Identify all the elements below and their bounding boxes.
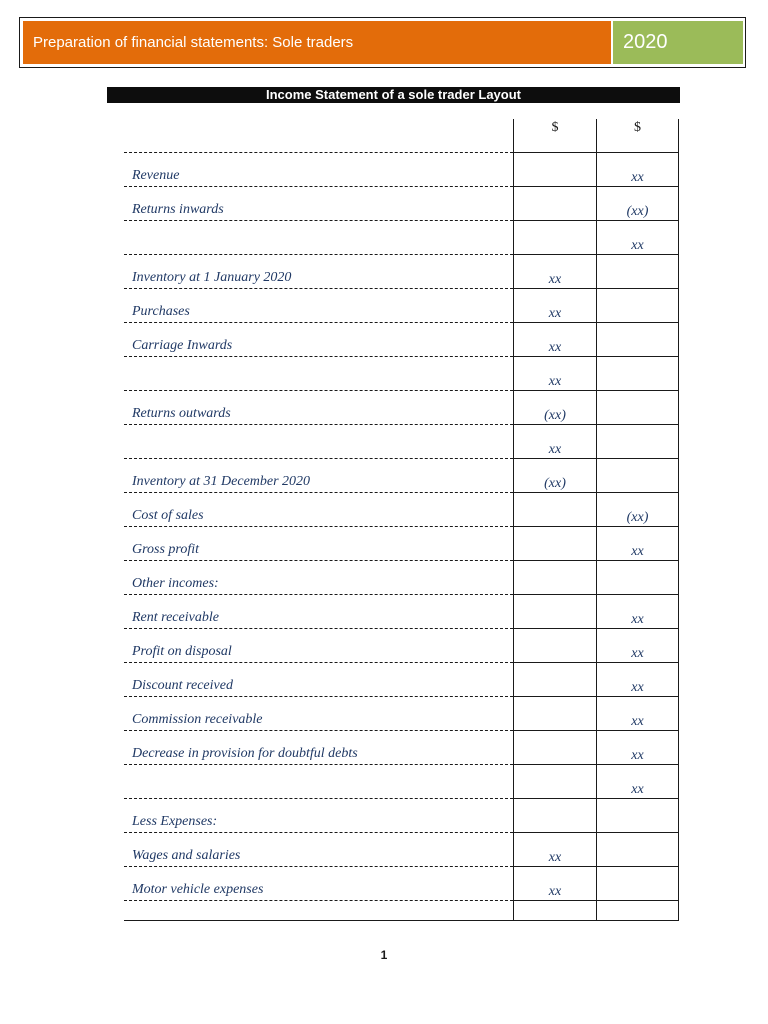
row-label-cell	[124, 867, 513, 901]
table-row	[124, 561, 679, 595]
table-row	[124, 221, 679, 255]
row-col2-cell	[597, 187, 678, 221]
row-col1-cell	[514, 391, 596, 425]
row-col1-cell	[514, 289, 596, 323]
row-label-cell	[124, 799, 513, 833]
row-col1-cell	[514, 153, 596, 187]
row-col2-value: xx	[631, 238, 644, 253]
row-label: Motor vehicle expenses	[132, 882, 264, 897]
row-col1-cell	[514, 561, 596, 595]
document-header	[19, 17, 746, 68]
row-col1-value: (xx)	[544, 476, 566, 491]
row-col2-cell	[597, 833, 678, 867]
header-col2-label: $	[634, 120, 641, 135]
row-label-cell	[124, 357, 513, 391]
table-row	[124, 425, 679, 459]
row-label-cell	[124, 289, 513, 323]
row-col1-cell	[514, 697, 596, 731]
row-label: Returns outwards	[132, 406, 231, 421]
row-col2-cell	[597, 221, 678, 255]
table-row	[124, 187, 679, 221]
table-row	[124, 595, 679, 629]
row-col2-cell	[597, 493, 678, 527]
row-label: Commission receivable	[132, 712, 263, 727]
row-col1-cell	[514, 629, 596, 663]
table-row	[124, 867, 679, 901]
row-col2-cell	[597, 663, 678, 697]
row-col1-cell	[514, 425, 596, 459]
row-label-cell	[124, 221, 513, 255]
table-row	[124, 391, 679, 425]
row-label-cell	[124, 561, 513, 595]
row-label: Revenue	[132, 168, 180, 183]
header-label-cell	[124, 119, 513, 153]
header-col1	[514, 119, 596, 153]
row-col2-cell	[597, 391, 678, 425]
table-row	[124, 153, 679, 187]
row-label: Cost of sales	[132, 508, 204, 523]
row-col1-value: xx	[548, 884, 562, 899]
row-label-cell	[124, 153, 513, 187]
row-col1-cell	[514, 799, 596, 833]
row-label: Rent receivable	[132, 610, 219, 625]
header-title: Preparation of financial statements: Sole traders	[23, 21, 611, 64]
row-label-cell	[124, 187, 513, 221]
table-row	[124, 697, 679, 731]
row-col1-cell	[514, 765, 596, 799]
row-label: Less Expenses:	[132, 814, 218, 829]
row-col1-cell	[514, 493, 596, 527]
row-col1-cell	[514, 527, 596, 561]
table-row	[124, 765, 679, 799]
row-col2-cell	[597, 527, 678, 561]
table-row	[124, 527, 679, 561]
row-col1-cell	[514, 459, 596, 493]
row-col2-value: xx	[631, 544, 644, 559]
row-label-cell	[124, 459, 513, 493]
row-label-cell	[124, 833, 513, 867]
row-col2-cell	[597, 867, 678, 901]
table-header-row	[124, 119, 679, 153]
row-col2-value: xx	[631, 612, 644, 627]
row-label-cell	[124, 731, 513, 765]
row-label: Purchases	[132, 304, 190, 319]
row-col1-cell	[514, 833, 596, 867]
row-col1-value: xx	[548, 340, 562, 355]
row-label-cell	[124, 425, 513, 459]
row-col2-cell	[597, 697, 678, 731]
row-col2-value: xx	[631, 646, 644, 661]
row-col2-cell	[597, 255, 678, 289]
row-col1-cell	[514, 255, 596, 289]
row-col2-value: xx	[631, 782, 644, 797]
table-row	[124, 255, 679, 289]
row-label: Profit on disposal	[132, 644, 232, 659]
row-label: Inventory at 31 December 2020	[132, 474, 311, 489]
row-col1-value: xx	[548, 442, 562, 457]
table-row	[124, 459, 679, 493]
row-col1-value: (xx)	[544, 408, 566, 423]
row-col2-cell	[597, 357, 678, 391]
row-col1-cell	[514, 867, 596, 901]
table-row	[124, 323, 679, 357]
table-row	[124, 289, 679, 323]
row-col2-cell	[597, 629, 678, 663]
row-label: Inventory at 1 January 2020	[132, 270, 292, 285]
header-col2	[597, 119, 678, 153]
table-bottom-border	[124, 920, 679, 921]
table-row	[124, 799, 679, 833]
row-label: Returns inwards	[132, 202, 224, 217]
row-col1-value: xx	[548, 272, 562, 287]
row-col1-cell	[514, 323, 596, 357]
row-col2-cell	[597, 323, 678, 357]
statement-banner: Income Statement of a sole trader Layout	[107, 87, 680, 103]
row-label: Discount received	[132, 678, 233, 693]
row-col2-value: xx	[631, 748, 644, 763]
row-col1-value: xx	[548, 850, 562, 865]
table-row	[124, 629, 679, 663]
row-label: Wages and salaries	[132, 848, 241, 863]
row-col1-cell	[514, 731, 596, 765]
row-label-cell	[124, 595, 513, 629]
row-label: Gross profit	[132, 542, 200, 557]
table-row	[124, 731, 679, 765]
row-label-cell	[124, 629, 513, 663]
row-col2-cell	[597, 425, 678, 459]
row-col2-value: xx	[631, 714, 644, 729]
row-col1-value: xx	[548, 306, 562, 321]
row-col1-cell	[514, 595, 596, 629]
row-label-cell	[124, 527, 513, 561]
row-col1-value: xx	[548, 374, 562, 389]
page-number: 1	[380, 948, 388, 962]
table-row	[124, 357, 679, 391]
row-label-cell	[124, 765, 513, 799]
table-row	[124, 833, 679, 867]
row-col2-value: xx	[631, 170, 644, 185]
row-col2-value: xx	[631, 680, 644, 695]
row-label-cell	[124, 255, 513, 289]
row-label-cell	[124, 663, 513, 697]
row-col2-cell	[597, 289, 678, 323]
row-label: Decrease in provision for doubtful debts	[132, 746, 358, 761]
row-label: Carriage Inwards	[132, 338, 233, 353]
row-label-cell	[124, 697, 513, 731]
header-year: 2020	[613, 21, 743, 64]
row-col1-cell	[514, 187, 596, 221]
row-label: Other incomes:	[132, 576, 219, 591]
row-col1-cell	[514, 221, 596, 255]
row-label-cell	[124, 391, 513, 425]
row-col2-cell	[597, 595, 678, 629]
table-row	[124, 663, 679, 697]
row-col2-cell	[597, 799, 678, 833]
header-col1-label: $	[551, 120, 559, 135]
table-row	[124, 493, 679, 527]
row-col2-cell	[597, 153, 678, 187]
row-label-cell	[124, 493, 513, 527]
row-col2-value: (xx)	[626, 510, 649, 525]
row-col2-cell	[597, 459, 678, 493]
row-col2-value: (xx)	[626, 204, 649, 219]
row-col1-cell	[514, 357, 596, 391]
row-col2-cell	[597, 765, 678, 799]
row-col2-cell	[597, 731, 678, 765]
row-col2-cell	[597, 561, 678, 595]
row-col1-cell	[514, 663, 596, 697]
row-label-cell	[124, 323, 513, 357]
